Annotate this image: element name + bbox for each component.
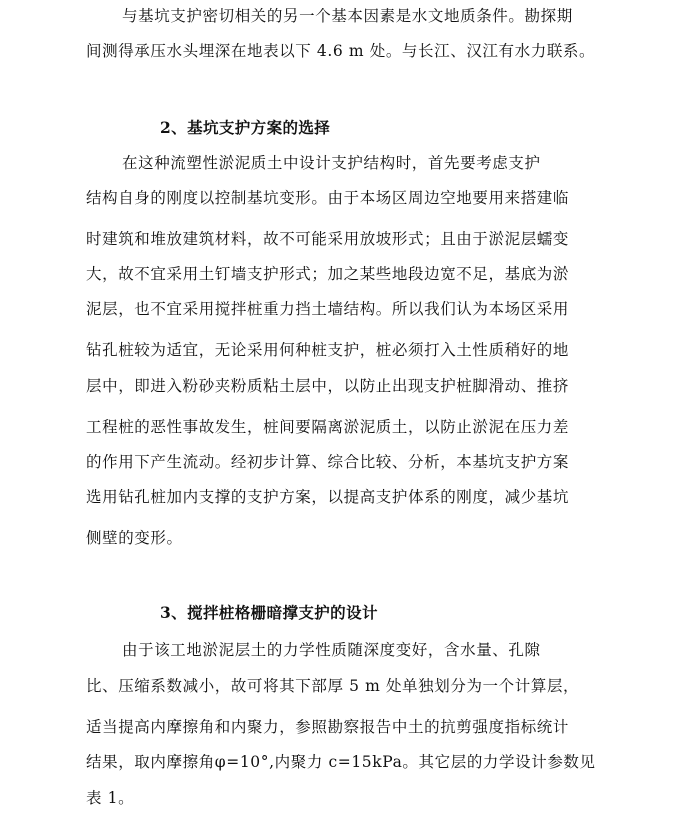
section-heading: 2、基坑支护方案的选择: [160, 118, 331, 137]
text-line: 表 1。: [86, 789, 135, 807]
text-line: 大，故不宜采用土钉墙支护形式；加之某些地段边宽不足，基底为淤: [86, 265, 570, 283]
text-line: 的作用下产生流动。经初步计算、综合比较、分析，本基坑支护方案: [86, 453, 570, 471]
text-line: 由于该工地淤泥层土的力学性质随深度变好，含水量、孔隙: [122, 641, 541, 659]
text-line: 侧壁的变形。: [86, 529, 183, 547]
text-line: 时建筑和堆放建筑材料，故不可能采用放坡形式；且由于淤泥层蠕变: [86, 230, 570, 248]
text-line: 适当提高内摩擦角和内聚力，参照勘察报告中土的抗剪强度指标统计: [86, 718, 570, 736]
text-line: 间测得承压水头埋深在地表以下 4.6 m 处。与长江、汉江有水力联系。: [86, 42, 596, 60]
text-line: 泥层，也不宜采用搅拌桩重力挡土墙结构。所以我们认为本场区采用: [86, 300, 570, 318]
text-line: 结果，取内摩擦角φ=10°,内聚力 c=15kPa。其它层的力学设计参数见: [86, 753, 596, 771]
text-line: 钻孔桩较为适宜，无论采用何种桩支护，桩必须打入土性质稍好的地: [86, 341, 570, 359]
text-line: 工程桩的恶性事故发生，桩间要隔离淤泥质土，以防止淤泥在压力差: [86, 418, 570, 436]
text-line: 结构自身的刚度以控制基坑变形。由于本场区周边空地要用来搭建临: [86, 189, 570, 207]
text-line: 选用钻孔桩加内支撑的支护方案，以提高支护体系的刚度，减少基坑: [86, 488, 570, 506]
text-line: 比、压缩系数减小，故可将其下部厚 5 m 处单独划分为一个计算层，: [86, 677, 580, 695]
text-line: 在这种流塑性淤泥质土中设计支护结构时，首先要考虑支护: [122, 154, 541, 172]
text-line: 层中，即进入粉砂夹粉质粘土层中，以防止出现支护桩脚滑动、推挤: [86, 377, 570, 395]
text-line: 与基坑支护密切相关的另一个基本因素是水文地质条件。勘探期: [122, 7, 573, 25]
section-heading: 3、搅拌桩格栅暗撑支护的设计: [160, 603, 378, 622]
